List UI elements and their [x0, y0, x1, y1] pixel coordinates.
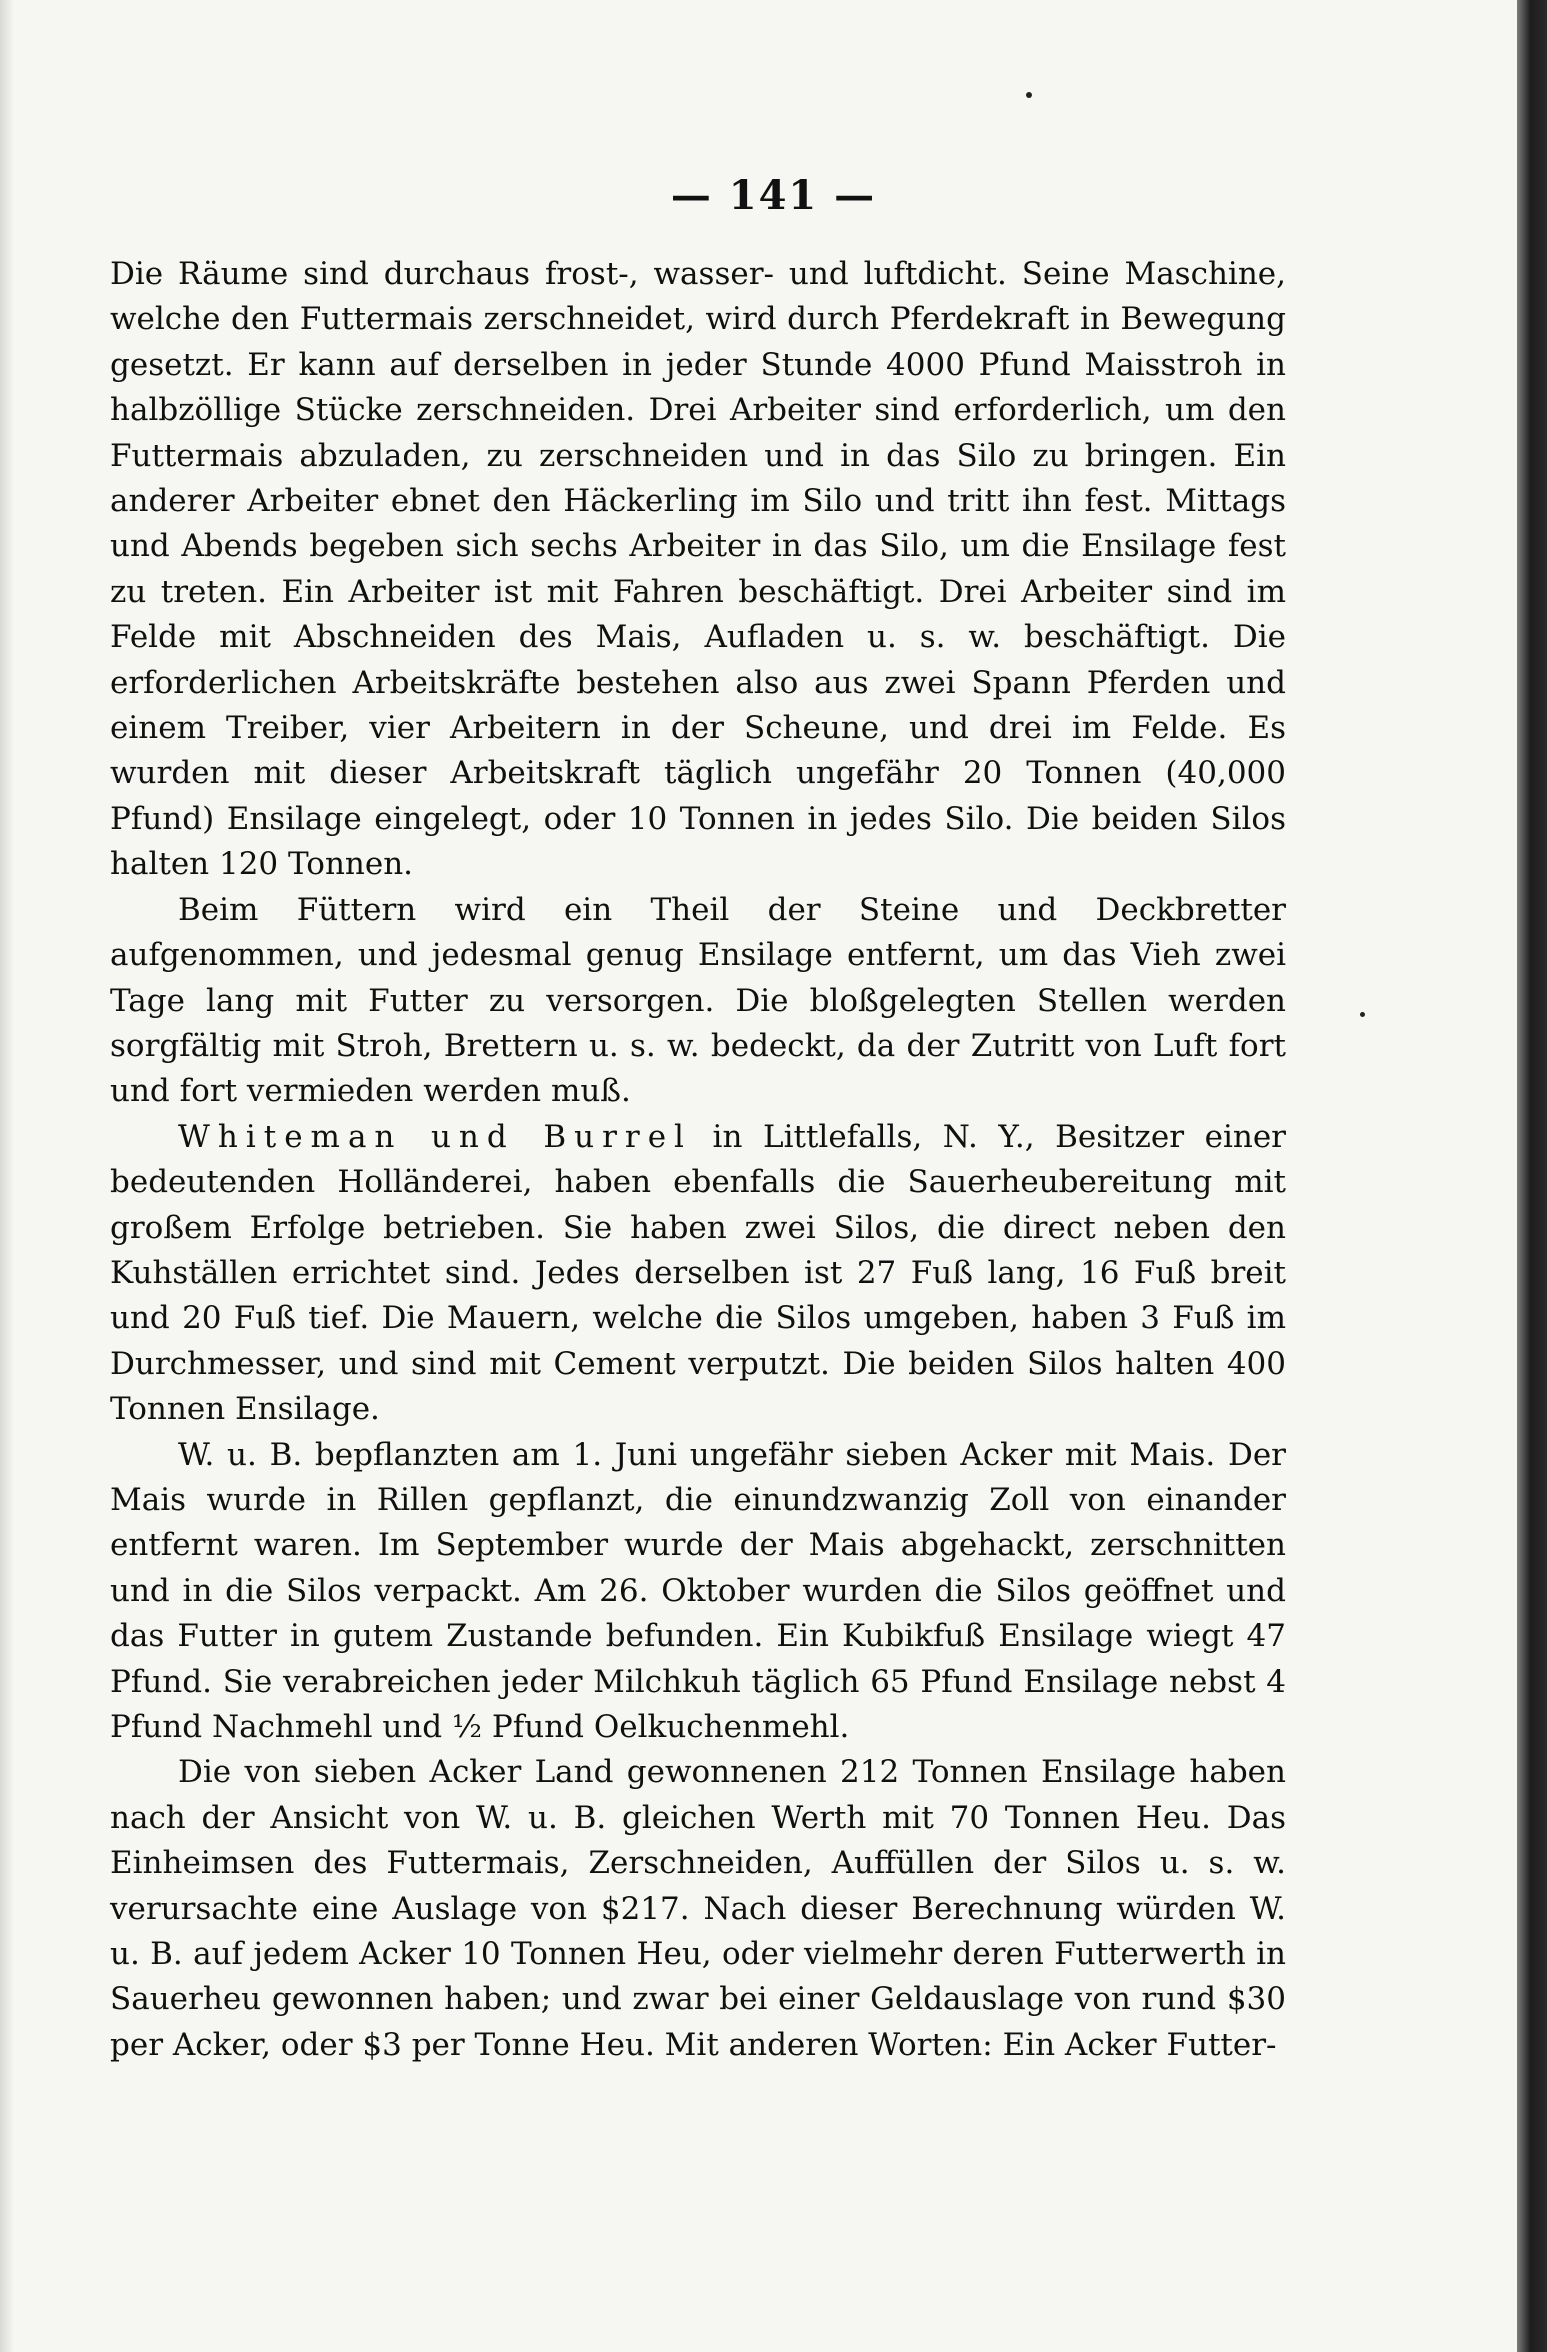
ink-speck [1026, 92, 1032, 98]
paragraph-5: Die von sieben Acker Land gewonnenen 212 Tonnen Ensilage haben nach der Ansicht von W. u. B. gleichen Werth mit 70 Tonnen Heu. Das Einheimsen des Futtermais, Zerschneiden, Auffüllen der Silos u. s. w. verursachte eine Auslage von $217. Nach dieser Berechnung würden W. u. B. auf jedem Acker 10 Tonnen Heu, oder vielmehr deren Futterwerth in Sauerheu gewonnen haben; und zwar bei einer Geldauslage von rund $30 per Acker, oder $3 per Tonne Heu. Mit anderen Worten: Ein Acker Futter- [110, 1754, 1286, 2063]
paragraph-1: Die Räume sind durchaus frost-, wasser- und luftdicht. Seine Maschine, welche den Futtermais zerschneidet, wird durch Pferdekraft in Bewegung gesetzt. Er kann auf derselben in jeder Stunde 4000 Pfund Maisstroh in halbzöllige Stücke zerschneiden. Drei Arbeiter sind erforderlich, um den Futtermais abzuladen, zu zerschneiden und in das Silo zu bringen. Ein anderer Arbeiter ebnet den Häckerling im Silo und tritt ihn fest. Mittags und Abends begeben sich sechs Arbeiter in das Silo, um die Ensilage fest zu treten. Ein Arbeiter ist mit Fahren beschäftigt. Drei Arbeiter sind im Felde mit Abschneiden des Mais, Aufladen u. s. w. beschäftigt. Die erforderlichen Arbeitskräfte bestehen also aus zwei Spann Pferden und einem Treiber, vier Arbeitern in der Scheune, und drei im Felde. Es wurden mit dieser Arbeitskraft täglich ungefähr 20 Tonnen (40,000 Pfund) Ensilage eingelegt, oder 10 Tonnen in jedes Silo. Die beiden Silos halten 120 Tonnen. [110, 256, 1286, 883]
paragraph-3-text: in Littlefalls, N. Y., Besitzer einer bedeutenden Holländerei, haben ebenfalls die Sauerheubereitung mit großem Erfolge betrieben. Sie haben zwei Silos, die direct neben den Kuhställen errichtet sind. Jedes derselben ist 27 Fuß lang, 16 Fuß breit und 20 Fuß tief. Die Mauern, welche die Silos umgeben, haben 3 Fuß im Durchmesser, und sind mit Cement verputzt. Die beiden Silos halten 400 Tonnen Ensilage. [110, 1118, 1286, 1428]
body-text [110, 252, 1286, 2068]
page-right-binding-shadow [1517, 0, 1547, 2352]
page-number: — 141 — [670, 172, 877, 219]
paragraph-2: Beim Füttern wird ein Theil der Steine und Deckbretter aufgenommen, und jedesmal genug Ensilage entfernt, um das Vieh zwei Tage lang mit Futter zu versorgen. Die bloßgelegten Stellen werden sorgfältig mit Stroh, Brettern u. s. w. bedeckt, da der Zutritt von Luft fort und fort vermieden werden muß. [110, 891, 1286, 1110]
paragraph-3-lead-names: Whiteman und Burrel [178, 1118, 692, 1155]
page-left-shadow [0, 0, 14, 2352]
paragraph-3 [110, 1115, 1286, 1433]
ink-speck [1360, 1012, 1365, 1017]
paragraph-4: W. u. B. bepflanzten am 1. Juni ungefähr sieben Acker mit Mais. Der Mais wurde in Rillen gepflanzt, die einundzwanzig Zoll von einander entfernt waren. Im September wurde der Mais abgehackt, zerschnitten und in die Silos verpackt. Am 26. Oktober wurden die Silos geöffnet und das Futter in gutem Zustande befunden. Ein Kubikfuß Ensilage wiegt 47 Pfund. Sie verabreichen jeder Milchkuh täglich 65 Pfund Ensilage nebst 4 Pfund Nachmehl und ½ Pfund Oelkuchenmehl. [110, 1436, 1286, 1745]
